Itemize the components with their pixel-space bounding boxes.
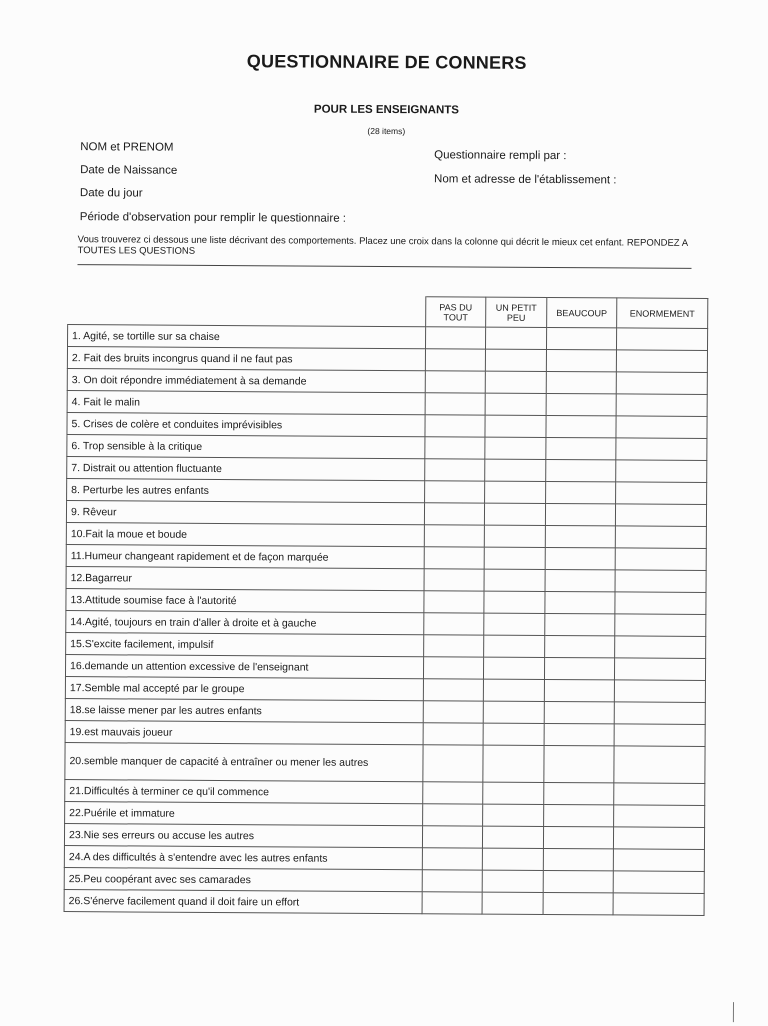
answer-cell[interactable]: [544, 657, 614, 679]
item-label: 25.Peu coopérant avec ses camarades: [64, 868, 422, 892]
answer-cell[interactable]: [615, 592, 706, 615]
answer-cell[interactable]: [544, 679, 614, 701]
field-nom-prenom: NOM et PRENOM: [80, 141, 174, 154]
answer-cell[interactable]: [613, 827, 704, 850]
answer-cell[interactable]: [546, 393, 616, 415]
answer-cell[interactable]: [484, 547, 545, 569]
answer-cell[interactable]: [615, 570, 706, 593]
item-label: 21.Difficultés à terminer ce qu'il commence: [65, 780, 423, 804]
field-etablissement: Nom et adresse de l'établissement :: [433, 173, 617, 187]
item-label: 24.A des difficultés à s'entendre avec les autres enfants: [64, 846, 422, 870]
answer-cell[interactable]: [483, 804, 544, 826]
item-label: 9. Rêveur: [66, 501, 424, 525]
answer-cell[interactable]: [544, 804, 614, 826]
instructions: Vous trouverez ci dessous une liste décrivant des comportements. Placez une croix dans la colonne qui décrit le mieux cet enfant. REPONDEZ A TOUTES LES QUESTIONS: [77, 234, 688, 257]
answer-cell[interactable]: [546, 327, 616, 349]
questionnaire-table: [64, 294, 709, 916]
answer-cell[interactable]: [543, 892, 613, 914]
table-header-row: [68, 295, 708, 329]
item-label: 8. Perturbe les autres enfants: [67, 479, 425, 503]
answer-cell[interactable]: [546, 349, 616, 371]
items-count: (28 items): [367, 125, 406, 137]
answer-cell[interactable]: [422, 826, 482, 848]
answer-cell[interactable]: [482, 870, 543, 892]
answer-cell[interactable]: [484, 635, 545, 657]
answer-cell[interactable]: [425, 415, 485, 437]
answer-cell[interactable]: [423, 701, 483, 723]
answer-cell[interactable]: [613, 871, 704, 894]
field-date-naissance: Date de Naissance: [80, 164, 178, 177]
answer-cell[interactable]: [546, 481, 616, 503]
answer-cell[interactable]: [485, 393, 546, 415]
answer-cell[interactable]: [423, 679, 483, 701]
table-row: [65, 743, 705, 784]
answer-cell[interactable]: [483, 657, 544, 679]
answer-cell[interactable]: [544, 782, 614, 804]
table-body: [64, 325, 708, 916]
answer-cell[interactable]: [613, 849, 704, 872]
answer-cell[interactable]: [545, 635, 615, 657]
answer-cell[interactable]: [546, 371, 616, 393]
answer-cell[interactable]: [423, 804, 483, 826]
answer-cell[interactable]: [485, 481, 546, 503]
answer-cell[interactable]: [616, 460, 707, 483]
answer-cell[interactable]: [485, 371, 546, 393]
answer-cell[interactable]: [616, 482, 707, 505]
answer-cell[interactable]: [545, 547, 615, 569]
item-label: 11.Humeur changeant rapidement et de façon marquée: [66, 545, 424, 569]
answer-cell[interactable]: [424, 591, 484, 613]
margin-mark: [733, 1002, 734, 1022]
answer-cell[interactable]: [482, 848, 543, 870]
answer-cell[interactable]: [423, 745, 483, 782]
item-label: 18.se laisse mener par les autres enfants: [65, 699, 423, 723]
column-header: PAS DU TOUT: [426, 297, 486, 327]
page-title: QUESTIONNAIRE DE CONNERS: [246, 51, 527, 73]
answer-cell[interactable]: [614, 805, 705, 828]
item-label: 3. On doit répondre immédiatement à sa demande: [67, 369, 425, 393]
field-rempli-par: Questionnaire rempli par :: [434, 149, 567, 163]
answer-cell[interactable]: [424, 547, 484, 569]
item-label: 14.Agité, toujours en train d'aller à droite et à gauche: [66, 611, 424, 635]
answer-cell[interactable]: [482, 826, 543, 848]
column-header: BEAUCOUP: [547, 297, 617, 327]
answer-cell[interactable]: [543, 870, 613, 892]
item-label: 23.Nie ses erreurs ou accuse les autres: [64, 824, 422, 848]
item-label: 13.Attitude soumise face à l'autorité: [66, 589, 424, 613]
answer-cell[interactable]: [543, 848, 613, 870]
answer-cell[interactable]: [424, 503, 484, 525]
answer-cell[interactable]: [544, 701, 614, 723]
answer-cell[interactable]: [545, 613, 615, 635]
answer-cell[interactable]: [484, 503, 545, 525]
answer-cell[interactable]: [424, 635, 484, 657]
answer-cell[interactable]: [422, 848, 482, 870]
answer-cell[interactable]: [483, 723, 544, 745]
item-label: 19.est mauvais joueur: [65, 721, 423, 745]
answer-cell[interactable]: [484, 591, 545, 613]
answer-cell[interactable]: [614, 702, 705, 725]
answer-cell[interactable]: [546, 415, 616, 437]
page-subtitle: POUR LES ENSEIGNANTS: [313, 103, 460, 117]
answer-cell[interactable]: [425, 481, 485, 503]
answer-cell[interactable]: [615, 636, 706, 659]
answer-cell[interactable]: [615, 548, 706, 571]
item-label: 6. Trop sensible à la critique: [67, 435, 425, 459]
answer-cell[interactable]: [483, 701, 544, 723]
table-row: [64, 890, 704, 916]
answer-cell[interactable]: [423, 657, 483, 679]
answer-cell[interactable]: [425, 371, 485, 393]
item-label: 20.semble manquer de capacité à entraîner ou mener les autres: [65, 743, 423, 782]
answer-cell[interactable]: [544, 745, 614, 782]
answer-cell[interactable]: [485, 349, 546, 371]
answer-cell[interactable]: [422, 870, 482, 892]
answer-cell[interactable]: [544, 723, 614, 745]
answer-cell[interactable]: [613, 893, 704, 916]
answer-cell[interactable]: [425, 437, 485, 459]
answer-cell[interactable]: [424, 525, 484, 547]
answer-cell[interactable]: [485, 459, 546, 481]
answer-cell[interactable]: [425, 393, 485, 415]
answer-cell[interactable]: [545, 503, 615, 525]
answer-cell[interactable]: [615, 614, 706, 637]
column-header: UN PETIT PEU: [486, 297, 547, 327]
answer-cell[interactable]: [615, 526, 706, 549]
answer-cell[interactable]: [614, 724, 705, 747]
answer-cell[interactable]: [543, 826, 613, 848]
answer-cell[interactable]: [546, 459, 616, 481]
answer-cell[interactable]: [616, 350, 707, 373]
answer-cell[interactable]: [483, 679, 544, 701]
item-label: 22.Puérile et immature: [65, 802, 423, 826]
answer-cell[interactable]: [482, 892, 543, 914]
answer-cell[interactable]: [545, 569, 615, 591]
answer-cell[interactable]: [425, 327, 485, 349]
answer-cell[interactable]: [616, 372, 707, 395]
item-label: 7. Distrait ou attention fluctuante: [67, 457, 425, 481]
answer-cell[interactable]: [485, 415, 546, 437]
answer-cell[interactable]: [484, 569, 545, 591]
answer-cell[interactable]: [422, 892, 482, 914]
answer-cell[interactable]: [485, 327, 546, 349]
answer-cell[interactable]: [484, 525, 545, 547]
item-label: 2. Fait des bruits incongrus quand il ne faut pas: [67, 347, 425, 371]
answer-cell[interactable]: [423, 782, 483, 804]
answer-cell[interactable]: [546, 437, 616, 459]
divider: [78, 264, 692, 269]
answer-cell[interactable]: [616, 394, 707, 417]
item-label: 10.Fait la moue et boude: [66, 523, 424, 547]
item-label: 16.demande un attention excessive de l'enseignant: [65, 655, 423, 679]
answer-cell[interactable]: [485, 437, 546, 459]
answer-cell[interactable]: [614, 746, 705, 784]
item-label: 17.Semble mal accepté par le groupe: [65, 677, 423, 701]
answer-cell[interactable]: [616, 438, 707, 461]
item-label: 15.S'excite facilement, impulsif: [66, 633, 424, 657]
answer-cell[interactable]: [545, 525, 615, 547]
field-periode: Période d'observation pour remplir le questionnaire :: [79, 211, 347, 225]
answer-cell[interactable]: [483, 745, 544, 782]
answer-cell[interactable]: [614, 783, 705, 806]
answer-cell[interactable]: [425, 459, 485, 481]
answer-cell[interactable]: [424, 613, 484, 635]
item-label: 4. Fait le malin: [67, 391, 425, 415]
item-label: 12.Bagarreur: [66, 567, 424, 591]
item-label: 5. Crises de colère et conduites imprévisibles: [67, 413, 425, 437]
header-blank-cell: [68, 295, 426, 327]
answer-cell[interactable]: [484, 613, 545, 635]
item-label: 26.S'énerve facilement quand il doit faire un effort: [64, 890, 422, 914]
answer-cell[interactable]: [614, 658, 705, 681]
answer-cell[interactable]: [616, 416, 707, 439]
answer-cell[interactable]: [614, 680, 705, 703]
answer-cell[interactable]: [424, 569, 484, 591]
item-label: 1. Agité, se tortille sur sa chaise: [68, 325, 426, 349]
answer-cell[interactable]: [483, 782, 544, 804]
answer-cell[interactable]: [615, 504, 706, 527]
answer-cell[interactable]: [423, 723, 483, 745]
field-date-jour: Date du jour: [79, 187, 143, 200]
answer-cell[interactable]: [425, 349, 485, 371]
column-header: ENORMEMENT: [617, 298, 708, 329]
answer-cell[interactable]: [616, 328, 707, 351]
answer-cell[interactable]: [545, 591, 615, 613]
